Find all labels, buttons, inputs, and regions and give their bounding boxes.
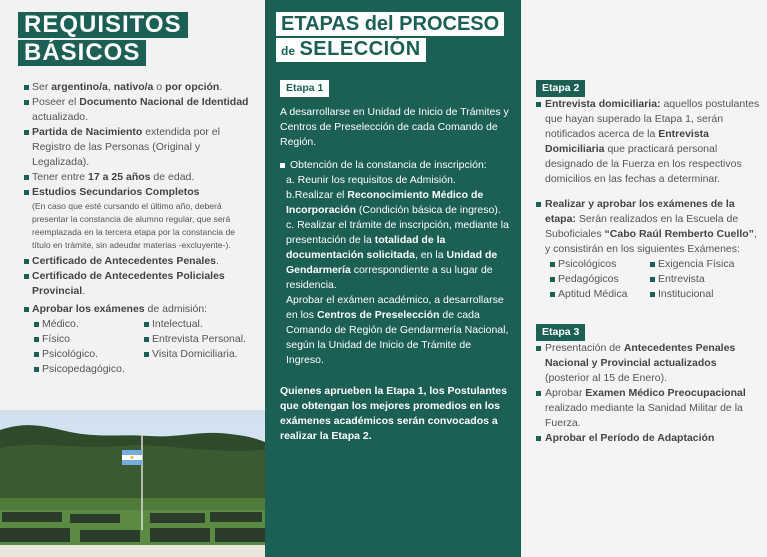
etapa-1-aprobar: Aprobar el exámen académico, a desarrollarse en los Centros de Preselección de cada Comando de Región de Gendarmería Nacional, según la Unidad de Inicio de Trámite de Ingreso.: [286, 294, 509, 366]
examen-item: Entrevista: [650, 272, 760, 287]
etapas-2-3-section: [536, 80, 762, 446]
etapa-2-examenes-grid: [550, 257, 762, 302]
examen-item: Exigencia Física: [650, 257, 760, 272]
requisitos-list: [24, 80, 256, 377]
etapa-1-b: b.Realizar el Reconocimiento Médico de Incorporación (Condición básica de ingreso).: [286, 189, 501, 216]
etapa-1-a: a. Reunir los requisitos de Admisión.: [286, 174, 456, 186]
examen-item: Intelectual.: [144, 317, 264, 332]
examen-item: Médico.: [34, 317, 144, 332]
etapa-3-adaptacion: Aprobar el Período de Adaptación: [536, 431, 762, 446]
req-estudios-note: (En caso que esté cursando el último año, deberá presentar la constancia de alumno regular, que será reemplazada en la tercera etapa por la constancia de título en trámite, sin adeudar materias -excluyente-).: [32, 201, 236, 250]
examen-item: Físico: [34, 332, 144, 347]
requisitos-title: [18, 12, 188, 68]
etapa-2-realizar: Realizar y aprobar los exámenes de la etapa: Serán realizados en la Escuela de Suboficiales “Cabo Raúl Remberto Cuello”, y consistirán en los siguientes Exámenes:: [536, 197, 762, 257]
etapa-3-tag: Etapa 3: [536, 324, 585, 341]
examen-item: Institucional: [650, 287, 760, 302]
etapa-2-tag: Etapa 2: [536, 80, 585, 97]
req-item-dni: Poseer el Documento Nacional de Identidad actualizado.: [24, 95, 256, 125]
gendarmeria-parade-photo: [0, 410, 265, 557]
req-item-nacionalidad: Ser argentino/a, nativo/a o por opción.: [24, 80, 256, 95]
etapa-1-section: [280, 80, 510, 444]
etapas-title: [276, 12, 504, 62]
requisitos-title-line1: REQUISITOS: [18, 12, 188, 38]
requisitos-title-line2: BÁSICOS: [18, 40, 146, 66]
examen-item: Psicológicos: [550, 257, 650, 272]
etapa-1-tag: Etapa 1: [280, 80, 329, 97]
examen-item: Entrevista Personal.: [144, 332, 264, 347]
req-item-edad: Tener entre 17 a 25 años de edad.: [24, 170, 256, 185]
examen-item: Pedagógicos: [550, 272, 650, 287]
req-item-estudios: Estudios Secundarios Completos: [24, 185, 256, 200]
etapas-title-line2: de SELECCIÓN: [276, 38, 426, 62]
examen-item: Aptitud Médica: [550, 287, 650, 302]
examen-item: Psicopedagógico.: [34, 362, 144, 377]
examen-item: Visita Domiciliaria.: [144, 347, 264, 362]
req-item-policiales: Certificado de Antecedentes Policiales Provincial.: [24, 269, 256, 299]
etapa-1-c: c. Realizar el trámite de inscripción, mediante la presentación de la totalidad de la documentación solicitada, en la Unidad de Gendarmería correspondiente a su lugar de residencia.: [286, 219, 509, 291]
req-item-examenes: Aprobar los exámenes de admisión:: [24, 302, 256, 317]
etapa-1-intro: A desarrollarse en Unidad de Inicio de Trámites y Centros de Preselección de cada Comando de Región.: [280, 106, 509, 148]
req-item-partida: Partida de Nacimiento extendida por el Registro de las Personas (Original y Legalizada).: [24, 125, 256, 170]
req-item-penales: Certificado de Antecedentes Penales.: [24, 254, 256, 269]
examen-item: Psicológico.: [34, 347, 144, 362]
etapa-3-antecedentes: Presentación de Antecedentes Penales Nacional y Provincial actualizados (posterior al 15 de Enero).: [536, 341, 762, 386]
etapa-3-examen-medico: Aprobar Examen Médico Preocupacional realizado mediante la Sanidad Militar de la Fuerza.: [536, 386, 762, 431]
etapas-title-line1: ETAPAS del PROCESO: [276, 12, 504, 36]
etapa-1-obtencion: Obtención de la constancia de inscripción:: [280, 158, 510, 173]
etapa-2-entrevista: Entrevista domiciliaria: aquellos postulantes que hayan superado la Etapa 1, serán notificados acerca de la Entrevista Domiciliaria que practicará personal designado de la Fuerza en los respectivos domicilios en las fechas a determinar.: [536, 97, 762, 187]
req-examenes-grid: [34, 317, 256, 377]
etapa-1-closing: Quienes aprueben la Etapa 1, los Postulantes que obtengan los mejores promedios en los exámenes académicos serán convocados a realizar la Etapa 2.: [280, 385, 507, 442]
